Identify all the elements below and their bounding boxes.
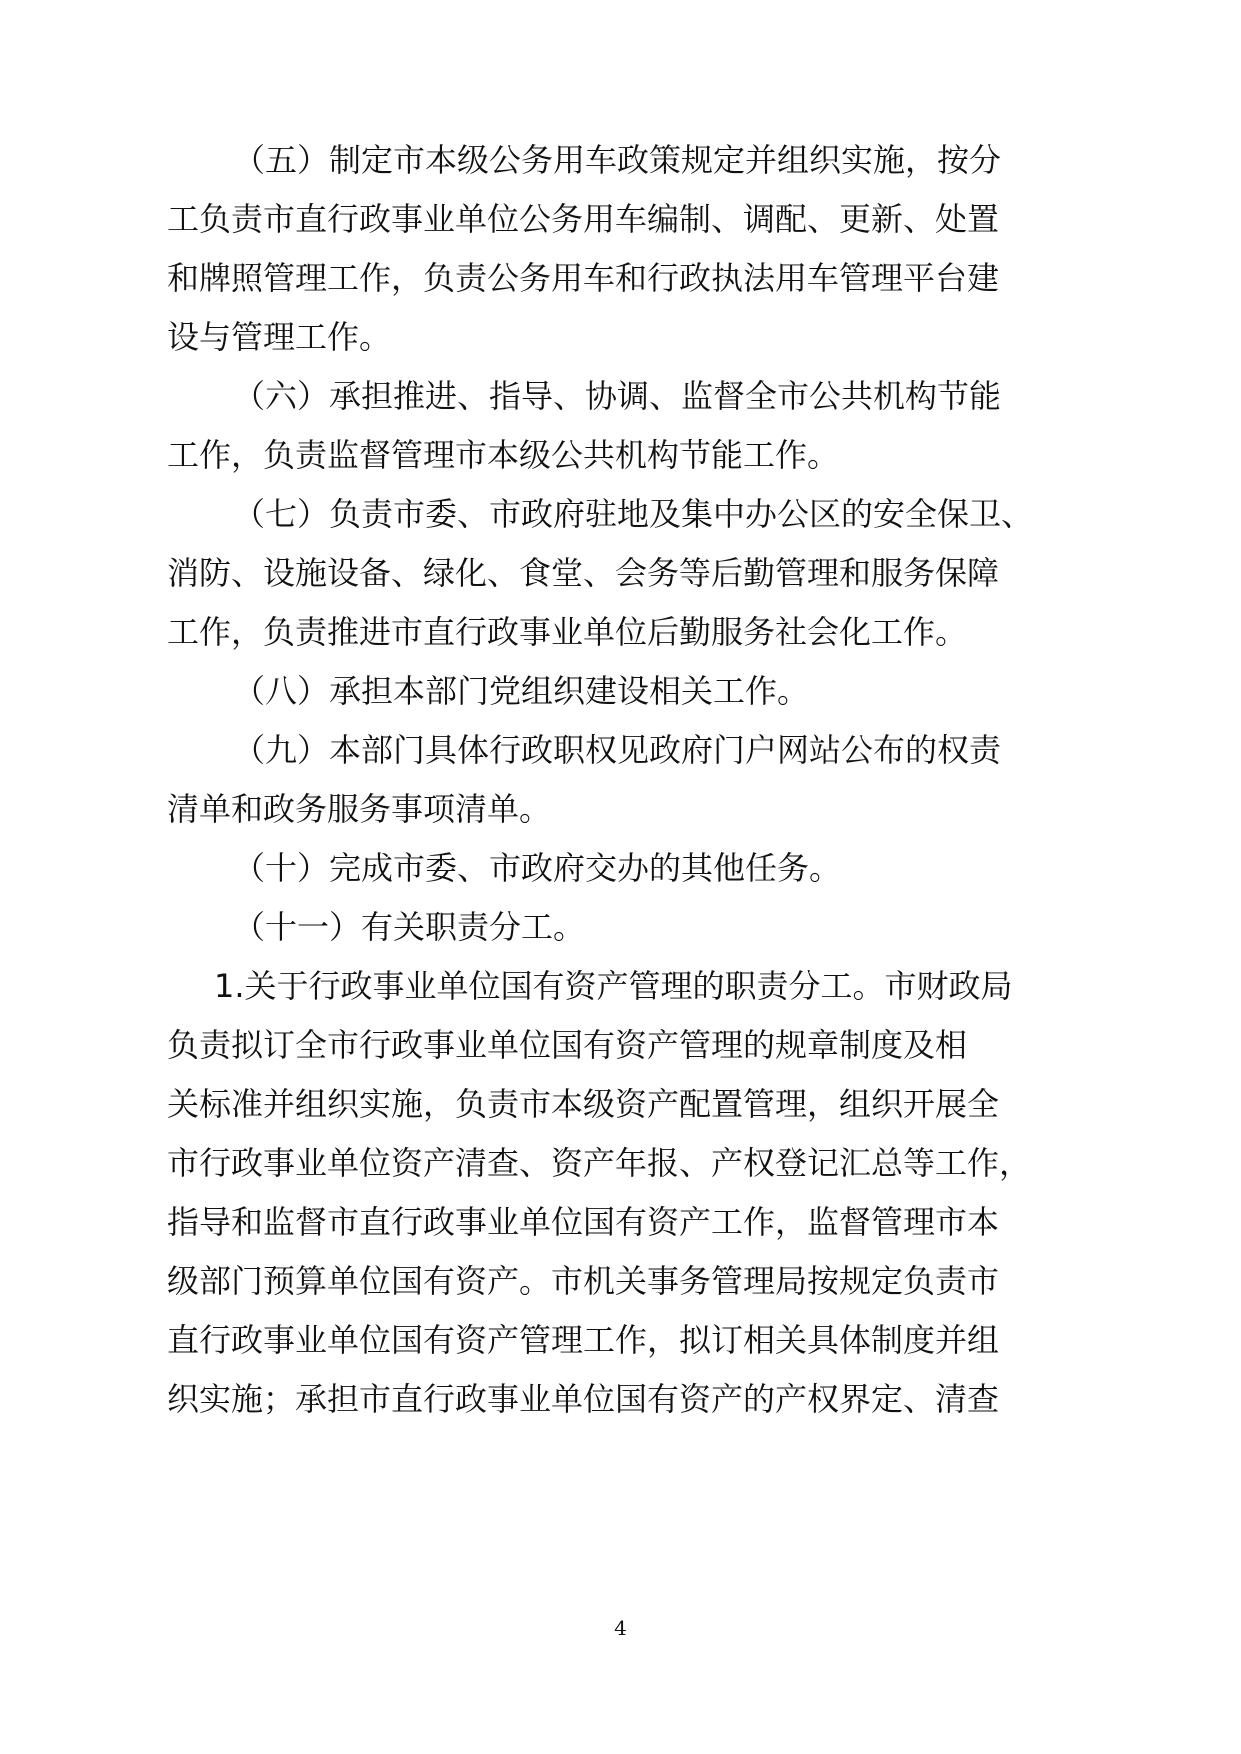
text-line: 和牌照管理工作，负责公务用车和行政执法用车管理平台建 — [167, 259, 1000, 297]
text-line: （五）制定市本级公务用车政策规定并组织实施，按分 — [233, 141, 1002, 179]
text-line: 级部门预算单位国有资产。市机关事务管理局按规定负责市 — [167, 1262, 1000, 1300]
text-line: （六）承担推进、指导、协调、监督全市公共机构节能 — [233, 377, 1002, 415]
text-line: 消防、设施设备、绿化、食堂、会务等后勤管理和服务保障 — [167, 554, 1000, 592]
text-line: 关标准并组织实施，负责市本级资产配置管理，组织开展全 — [167, 1085, 1000, 1123]
text-line: 清单和政务服务事项清单。 — [167, 790, 552, 828]
text-line: 工作，负责推进市直行政事业单位后勤服务社会化工作。 — [167, 613, 968, 651]
text-line: 指导和监督市直行政事业单位国有资产工作，监督管理市本 — [167, 1203, 1000, 1241]
text-line: 工作，负责监督管理市本级公共机构节能工作。 — [167, 436, 840, 474]
text-line: 设与管理工作。 — [167, 318, 392, 356]
text-line: 工负责市直行政事业单位公务用车编制、调配、更新、处置 — [167, 200, 1000, 238]
text-line: （九）本部门具体行政职权见政府门户网站公布的权责 — [233, 731, 1002, 769]
text-line: （八）承担本部门党组织建设相关工作。 — [233, 672, 810, 710]
text-line: 直行政事业单位国有资产管理工作，拟订相关具体制度并组 — [167, 1321, 1000, 1359]
text-line: 织实施；承担市直行政事业单位国有资产的产权界定、清查 — [167, 1380, 1000, 1418]
text-line: （七）负责市委、市政府驻地及集中办公区的安全保卫、 — [233, 495, 1034, 533]
text-line: 1.关于行政事业单位国有资产管理的职责分工。市财政局 — [214, 967, 1013, 1005]
text-line: 负责拟订全市行政事业单位国有资产管理的规章制度及相 — [167, 1026, 968, 1064]
text-line: （十）完成市委、市政府交办的其他任务。 — [233, 849, 842, 887]
text-line: （十一）有关职责分工。 — [233, 908, 586, 946]
page-number: 4 — [614, 1616, 627, 1640]
text-line: 市行政事业单位资产清查、资产年报、产权登记汇总等工作， — [167, 1144, 1032, 1182]
